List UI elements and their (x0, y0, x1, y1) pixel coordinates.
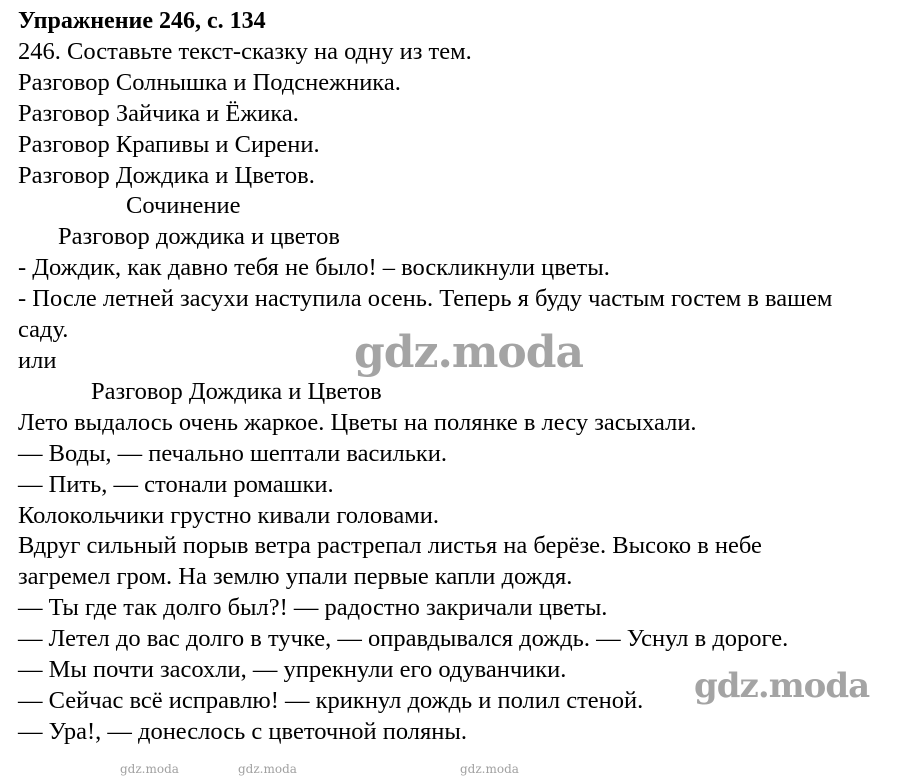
text-line: - После летней засухи наступила осень. Теперь я буду частым гостем в вашем (18, 285, 833, 313)
essay-title-2: Разговор Дождика и Цветов (91, 377, 382, 405)
watermark-small: gdz.moda (120, 762, 179, 776)
text-line: Лето выдалось очень жаркое. Цветы на полянке в лесу засыхали. (18, 408, 697, 436)
watermark-small: gdz.moda (238, 762, 297, 776)
text-line: — Ты где так долго был?! — радостно закричали цветы. (18, 594, 608, 622)
text-line: — Воды, — печально шептали васильки. (18, 439, 448, 467)
text-line: загремел гром. На землю упали первые капли дождя. (18, 563, 573, 591)
text-line: — Ура!, — донеслось с цветочной поляны. (18, 717, 467, 745)
text-line: — Сейчас всё исправлю! — крикнул дождь и полил стеной. (18, 686, 644, 714)
text-line: — Летел до вас долго в тучке, — оправдывался дождь. — Уснул в дороге. (18, 625, 789, 653)
topic-1: Разговор Солнышка и Подснежника. (18, 68, 401, 96)
topic-3: Разговор Крапивы и Сирени. (18, 130, 320, 158)
text-line: - Дождик, как давно тебя не было! – воскликнули цветы. (18, 254, 610, 282)
text-line: Вдруг сильный порыв ветра растрепал листья на берёзе. Высоко в небе (18, 532, 762, 560)
topic-4: Разговор Дождика и Цветов. (18, 161, 315, 189)
watermark: gdz.moda (354, 327, 584, 378)
text-line: — Мы почти засохли, — упрекнули его одуванчики. (18, 656, 567, 684)
document (18, 6, 916, 748)
task-text: 246. Составьте текст-сказку на одну из тем. (18, 37, 472, 65)
or-separator: или (18, 346, 57, 374)
watermark-small: gdz.moda (460, 762, 519, 776)
exercise-heading: Упражнение 246, с. 134 (18, 8, 266, 34)
text-line: Колокольчики грустно кивали головами. (18, 501, 440, 529)
text-line: — Пить, — стонали ромашки. (18, 470, 334, 498)
text-line: саду. (18, 316, 69, 344)
topic-2: Разговор Зайчика и Ёжика. (18, 99, 299, 127)
essay-label: Сочинение (126, 192, 241, 220)
watermark: gdz.moda (694, 666, 870, 706)
essay-title-1: Разговор дождика и цветов (58, 223, 340, 251)
